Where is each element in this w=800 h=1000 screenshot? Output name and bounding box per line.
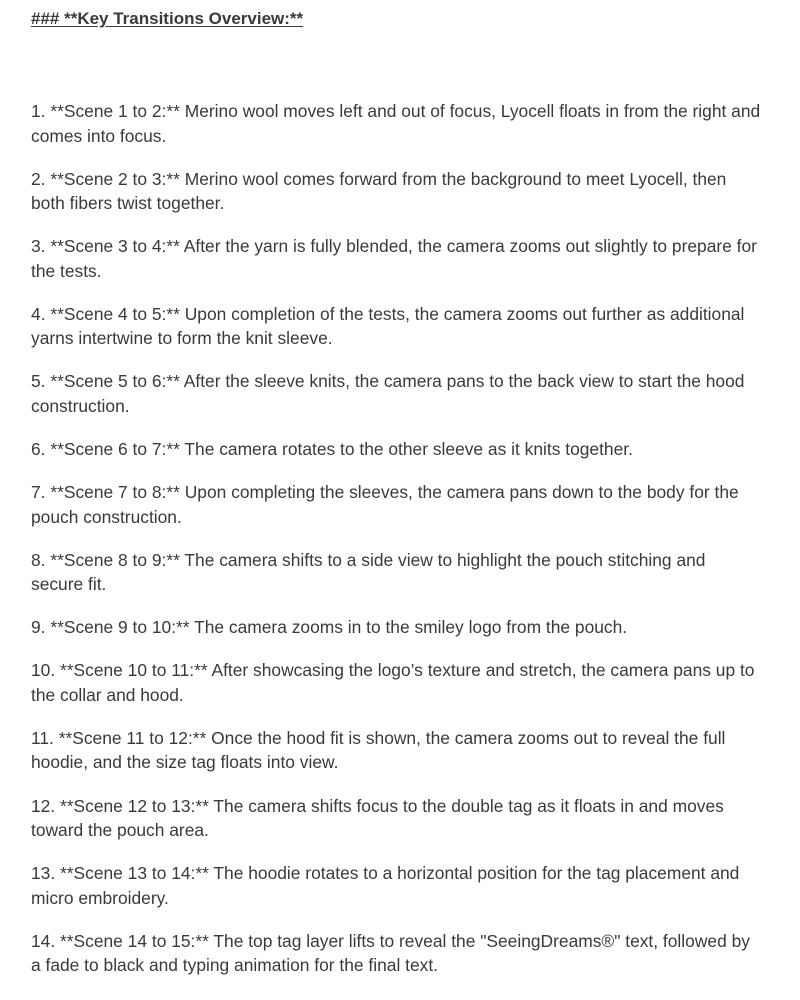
list-item-7: 7. **Scene 7 to 8:** Upon completing the sleeves, the camera pans down to the body for the pouch construction. [31,482,739,527]
list-item-1: 1. **Scene 1 to 2:** Merino wool moves left and out of focus, Lyocell floats in from the right and comes into focus. [31,101,761,146]
section-heading: ### **Key Transitions Overview:** [31,9,304,28]
list-item-11: 11. **Scene 11 to 12:** Once the hood fit is shown, the camera zooms out to reveal the full hoodie, and the size tag floats into view. [31,727,726,773]
list-item-8: 8. **Scene 8 to 9:** The camera shifts to a side view to highlight the pouch stitching and secure fit. [31,549,706,595]
list-item-6: 6. **Scene 6 to 7:** The camera rotates to the other sleeve as it knits together. [31,438,633,459]
list-item-14: 14. **Scene 14 to 15:** The top tag layer lifts to reveal the "SeeingDreams®" text, followed by a fade to black and typing animation for the final text. [31,930,750,976]
transitions-list [31,99,761,996]
list-item-5: 5. **Scene 5 to 6:** After the sleeve knits, the camera pans to the back view to start the hood construction. [31,371,745,416]
list-item-2: 2. **Scene 2 to 3:** Merino wool comes forward from the background to meet Lyocell, then both fibers twist together. [31,168,727,214]
list-item-10: 10. **Scene 10 to 11:** After showcasing the logo’s texture and stretch, the camera pans up to the collar and hood. [31,660,755,705]
list-item-4: 4. **Scene 4 to 5:** Upon completion of the tests, the camera zooms out further as additional yarns intertwine to form the knit sleeve. [31,303,745,349]
list-item-3: 3. **Scene 3 to 4:** After the yarn is fully blended, the camera zooms out slightly to prepare for the tests. [31,236,757,281]
list-item-12: 12. **Scene 12 to 13:** The camera shifts focus to the double tag as it floats in and moves toward the pouch area. [31,795,724,841]
list-item-13: 13. **Scene 13 to 14:** The hoodie rotates to a horizontal position for the tag placement and micro embroidery. [31,863,740,908]
list-item-9: 9. **Scene 9 to 10:** The camera zooms in to the smiley logo from the pouch. [31,617,628,638]
